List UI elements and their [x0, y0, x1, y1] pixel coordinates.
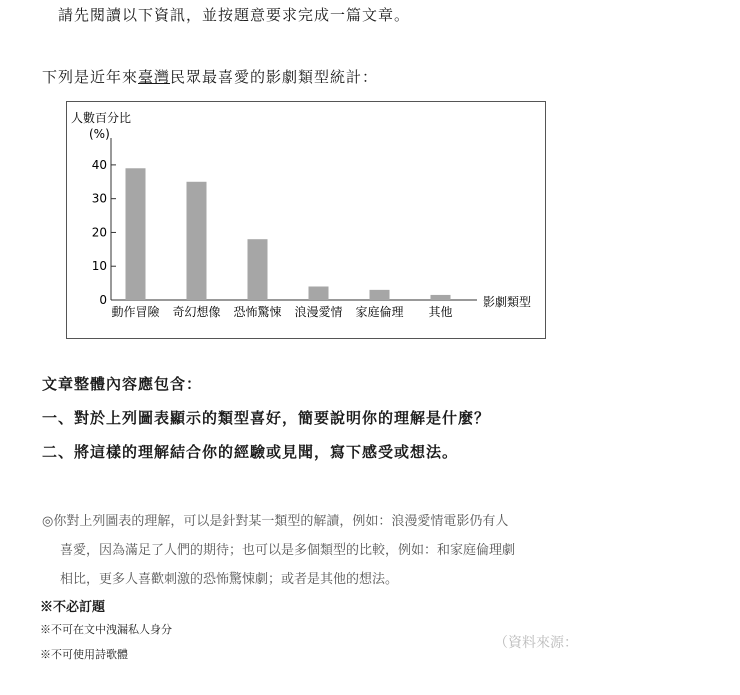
- x-tick-label: 其他: [428, 305, 453, 319]
- requirements-heading: 文章整體內容應包含：: [42, 375, 203, 393]
- intro-text: 請先閱讀以下資訊，並按題意要求完成一篇文章。: [58, 6, 411, 24]
- y-axis-label: 人數百分比: [71, 111, 132, 125]
- caption-before: 下列是近年來: [42, 68, 139, 86]
- bar: [187, 182, 207, 300]
- caption-after: 民眾最喜愛的影劇類型統計：: [170, 68, 379, 86]
- source-note: （資料來源：: [494, 635, 578, 651]
- y-tick-label: 20: [91, 225, 107, 240]
- note-line-1: ◎你對上列圖表的理解，可以是針對某一類型的解讀，例如：浪漫愛情電影仍有人: [42, 514, 509, 529]
- x-tick-label: 恐怖驚悚: [233, 305, 282, 319]
- x-tick-label: 動作冒險: [111, 305, 160, 319]
- y-tick-label: 10: [91, 259, 107, 274]
- y-tick-label: 30: [91, 191, 107, 206]
- bar-chart: [66, 101, 546, 339]
- x-axis-label: 影劇類型: [483, 295, 532, 309]
- bar: [309, 286, 329, 300]
- requirement-1: 一、對於上列圖表顯示的類型喜好，簡要說明你的理解是什麼？: [42, 409, 491, 427]
- rule-no-poetry: ※不可使用詩歌體: [40, 648, 128, 661]
- bar: [370, 290, 390, 300]
- rule-no-privacy: ※不可在文中洩漏私人身分: [40, 623, 172, 636]
- bar: [126, 168, 146, 300]
- y-axis-unit: (%): [89, 127, 110, 141]
- x-tick-label: 奇幻想像: [172, 305, 221, 319]
- chart-svg: [67, 102, 547, 340]
- caption-underlined: 臺灣: [138, 68, 171, 86]
- requirement-2: 二、將這樣的理解結合你的經驗或見聞，寫下感受或想法。: [42, 443, 459, 461]
- x-tick-label: 浪漫愛情: [294, 305, 343, 319]
- rule-no-title: ※不必訂題: [40, 600, 106, 615]
- y-tick-label: 40: [91, 157, 107, 172]
- note-line-3: 相比，更多人喜歡刺激的恐怖驚悚劇；或者是其他的想法。: [60, 572, 399, 587]
- note-line-2: 喜愛，因為滿足了人們的期待；也可以是多個類型的比較，例如：和家庭倫理劇: [60, 543, 516, 558]
- y-tick-label: 0: [99, 293, 107, 307]
- x-tick-label: 家庭倫理: [355, 305, 404, 319]
- bar: [248, 239, 268, 300]
- bar: [431, 295, 451, 300]
- chart-caption: [42, 66, 378, 87]
